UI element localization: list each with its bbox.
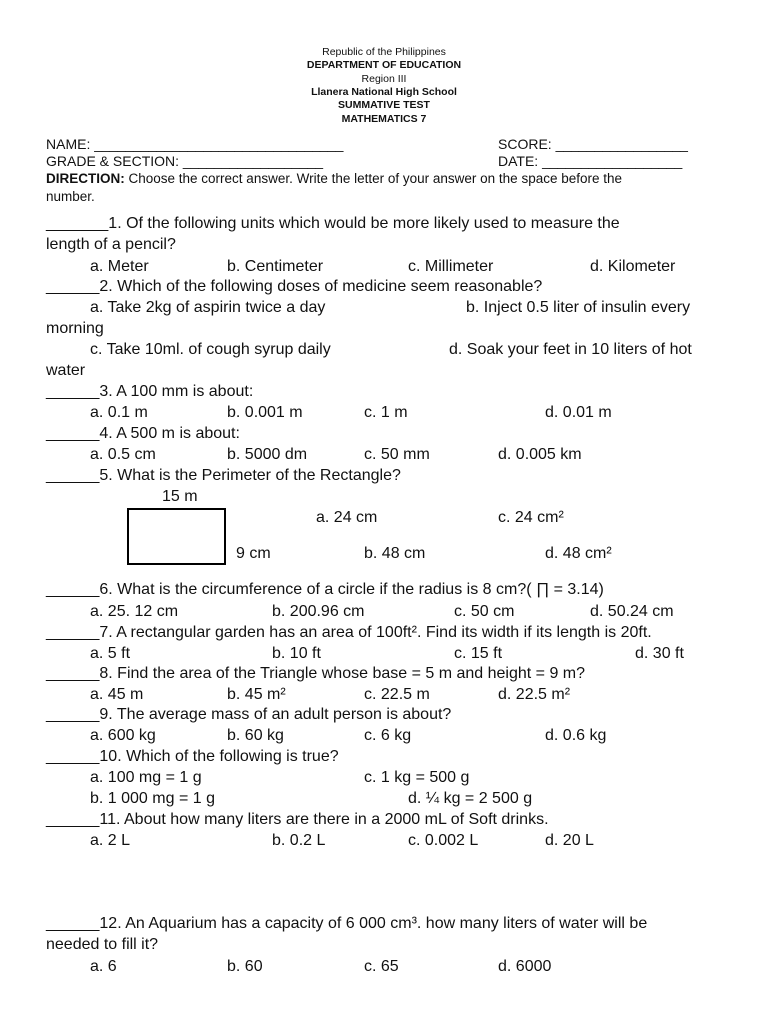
- rectangle-figure: [127, 508, 226, 565]
- q7-option-a: a. 5 ft: [90, 645, 131, 662]
- q1-option-a: a. Meter: [90, 258, 149, 275]
- question-3: ______3. A 100 mm is about:: [46, 383, 254, 400]
- question-4: ______4. A 500 m is about:: [46, 425, 240, 442]
- q12-option-b: b. 60: [227, 958, 263, 975]
- header-test-type: SUMMATIVE TEST: [338, 99, 430, 111]
- q6-option-d: d. 50.24 cm: [590, 603, 674, 620]
- direction-label: DIRECTION:: [46, 171, 125, 186]
- rectangle-width-label: 15 m: [162, 488, 198, 505]
- q11-option-c: c. 0.002 L: [408, 832, 479, 849]
- grade-section-field: GRADE & SECTION: __________________: [46, 153, 324, 169]
- question-2: ______2. Which of the following doses of medicine seem reasonable?: [46, 278, 543, 295]
- question-8: ______8. Find the area of the Triangle whose base = 5 m and height = 9 m?: [46, 665, 586, 682]
- q6-option-c: c. 50 cm: [454, 603, 515, 620]
- direction-text: Choose the correct answer. Write the letter of your answer on the space before the: [124, 171, 623, 186]
- q2-option-b: b. Inject 0.5 liter of insulin every: [466, 299, 691, 316]
- question-7: ______7. A rectangular garden has an area of 100ft². Find its width if its length is 20ft.: [46, 624, 652, 641]
- direction-line: [46, 171, 622, 186]
- q5-option-b: b. 48 cm: [364, 545, 426, 562]
- q3-option-d: d. 0.01 m: [545, 404, 612, 421]
- q9-option-a: a. 600 kg: [90, 727, 156, 744]
- header-department: DEPARTMENT OF EDUCATION: [306, 59, 462, 71]
- q10-option-a: a. 100 mg = 1 g: [90, 769, 202, 786]
- q6-option-b: b. 200.96 cm: [272, 603, 365, 620]
- q2-option-a: a. Take 2kg of aspirin twice a day: [90, 299, 326, 316]
- q8-option-c: c. 22.5 m: [364, 686, 430, 703]
- question-9: ______9. The average mass of an adult person is about?: [46, 706, 452, 723]
- q9-option-c: c. 6 kg: [364, 727, 412, 744]
- q6-option-a: a. 25. 12 cm: [90, 603, 179, 620]
- q4-option-c: c. 50 mm: [364, 446, 430, 463]
- q1-option-c: c. Millimeter: [408, 258, 494, 275]
- header-republic: Republic of the Philippines: [322, 46, 446, 58]
- q11-option-a: a. 2 L: [90, 832, 131, 849]
- q3-option-c: c. 1 m: [364, 404, 408, 421]
- q9-option-b: b. 60 kg: [227, 727, 284, 744]
- q2-option-d: d. Soak your feet in 10 liters of hot: [449, 341, 692, 358]
- direction-text-cont: number.: [46, 189, 95, 204]
- q2-option-d-cont: water: [46, 362, 86, 379]
- name-field: NAME: ________________________________: [46, 136, 344, 152]
- q8-option-b: b. 45 m²: [227, 686, 286, 703]
- question-5: ______5. What is the Perimeter of the Rectangle?: [46, 467, 401, 484]
- q3-option-a: a. 0.1 m: [90, 404, 148, 421]
- q1-option-d: d. Kilometer: [590, 258, 676, 275]
- q5-option-a: a. 24 cm: [316, 509, 378, 526]
- q4-option-b: b. 5000 dm: [227, 446, 308, 463]
- q10-option-d: d. ¼ kg = 2 500 g: [408, 790, 533, 807]
- q12-option-a: a. 6: [90, 958, 117, 975]
- header-subject: MATHEMATICS 7: [341, 113, 427, 125]
- q1-option-b: b. Centimeter: [227, 258, 324, 275]
- q7-option-b: b. 10 ft: [272, 645, 321, 662]
- question-12-cont: needed to fill it?: [46, 936, 159, 953]
- q11-option-b: b. 0.2 L: [272, 832, 326, 849]
- score-field: SCORE: _________________: [498, 136, 688, 152]
- q7-option-d: d. 30 ft: [635, 645, 684, 662]
- q12-option-d: d. 6000: [498, 958, 552, 975]
- header-region: Region III: [361, 73, 407, 85]
- q4-option-a: a. 0.5 cm: [90, 446, 156, 463]
- question-10: ______10. Which of the following is true?: [46, 748, 339, 765]
- q3-option-b: b. 0.001 m: [227, 404, 303, 421]
- rectangle-height-label: 9 cm: [236, 545, 271, 562]
- q10-option-b: b. 1 000 mg = 1 g: [90, 790, 215, 807]
- header-school: Llanera National High School: [311, 86, 457, 98]
- question-1-cont: length of a pencil?: [46, 236, 176, 253]
- q11-option-d: d. 20 L: [545, 832, 594, 849]
- question-6: ______6. What is the circumference of a circle if the radius is 8 cm?( ∏ = 3.14): [46, 581, 604, 598]
- q12-option-c: c. 65: [364, 958, 399, 975]
- question-11: ______11. About how many liters are there in a 2000 mL of Soft drinks.: [46, 811, 549, 828]
- q2-option-b-cont: morning: [46, 320, 104, 337]
- q8-option-d: d. 22.5 m²: [498, 686, 571, 703]
- question-1: _______1. Of the following units which would be more likely used to measure the: [46, 215, 620, 232]
- q9-option-d: d. 0.6 kg: [545, 727, 607, 744]
- question-12: ______12. An Aquarium has a capacity of 6 000 cm³. how many liters of water will be: [46, 915, 648, 932]
- q10-option-c: c. 1 kg = 500 g: [364, 769, 470, 786]
- q4-option-d: d. 0.005 km: [498, 446, 582, 463]
- date-field: DATE: __________________: [498, 153, 683, 169]
- q2-option-c: c. Take 10ml. of cough syrup daily: [90, 341, 331, 358]
- q5-option-d: d. 48 cm²: [545, 545, 612, 562]
- q5-option-c: c. 24 cm²: [498, 509, 564, 526]
- q8-option-a: a. 45 m: [90, 686, 144, 703]
- q7-option-c: c. 15 ft: [454, 645, 503, 662]
